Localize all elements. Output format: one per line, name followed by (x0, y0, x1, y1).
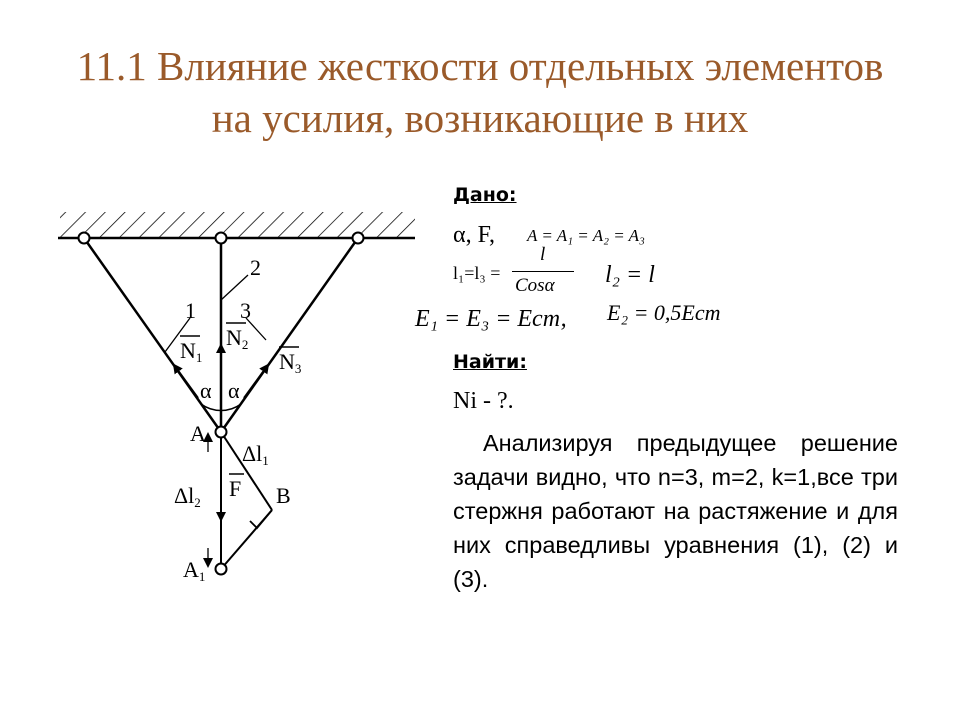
label-rod-1: 1 (185, 298, 196, 323)
label-N1: N1 (180, 338, 203, 365)
l13-lhs: l₁=l₃ = (453, 263, 501, 283)
rod-2-leader (221, 275, 248, 300)
frac-numerator: l (540, 244, 546, 265)
analysis-paragraph: Анализируя предыдущее решение задачи видно, что n=3, m=2, k=1,все три стержня работают на растяжение и для них справедливы уравнения (1), (2) и (3). (453, 430, 898, 592)
label-alpha-right: α (228, 378, 240, 403)
title-line-2: на усилия, возникающие в них (211, 95, 749, 141)
label-B: B (276, 483, 291, 508)
label-N2: N2 (226, 325, 249, 352)
N3-arrow (244, 365, 268, 398)
label-rod-3: 3 (240, 298, 251, 323)
area-equation: A = A₁ = A₂ = A₃ (527, 226, 645, 245)
frac-denominator: Cosα (515, 275, 555, 296)
given-header: Дано: (453, 184, 517, 206)
find-header: Найти: (453, 351, 527, 373)
label-F: F (229, 476, 242, 501)
node-A (216, 427, 227, 438)
hinge-left (79, 233, 90, 244)
E13-equation: E₁ = E₃ = Eст, (415, 306, 567, 332)
right-angle-mark (250, 510, 272, 528)
label-dl1: Δl1 (242, 441, 269, 468)
l2-equation: l₂ = l (605, 262, 655, 288)
label-alpha-left: α (200, 378, 212, 403)
label-A1: A1 (183, 557, 206, 584)
truss-diagram (0, 0, 440, 600)
node-A1 (216, 564, 227, 575)
N1-arrow (174, 365, 198, 398)
E2-equation: E₂ = 0,5Eст (607, 300, 721, 325)
label-dl2: Δl2 (174, 483, 201, 510)
given-line-1: α, F, (453, 222, 495, 248)
label-A: A (190, 421, 206, 446)
hinge-right (353, 233, 364, 244)
label-rod-2: 2 (250, 255, 261, 280)
label-N3: N3 (279, 349, 302, 376)
title-line-1: 11.1 Влияние жесткости отдельных элементов (76, 43, 884, 89)
hinge-middle (216, 233, 227, 244)
frac-line (512, 271, 574, 272)
find-text: Ni - ?. (453, 388, 514, 414)
